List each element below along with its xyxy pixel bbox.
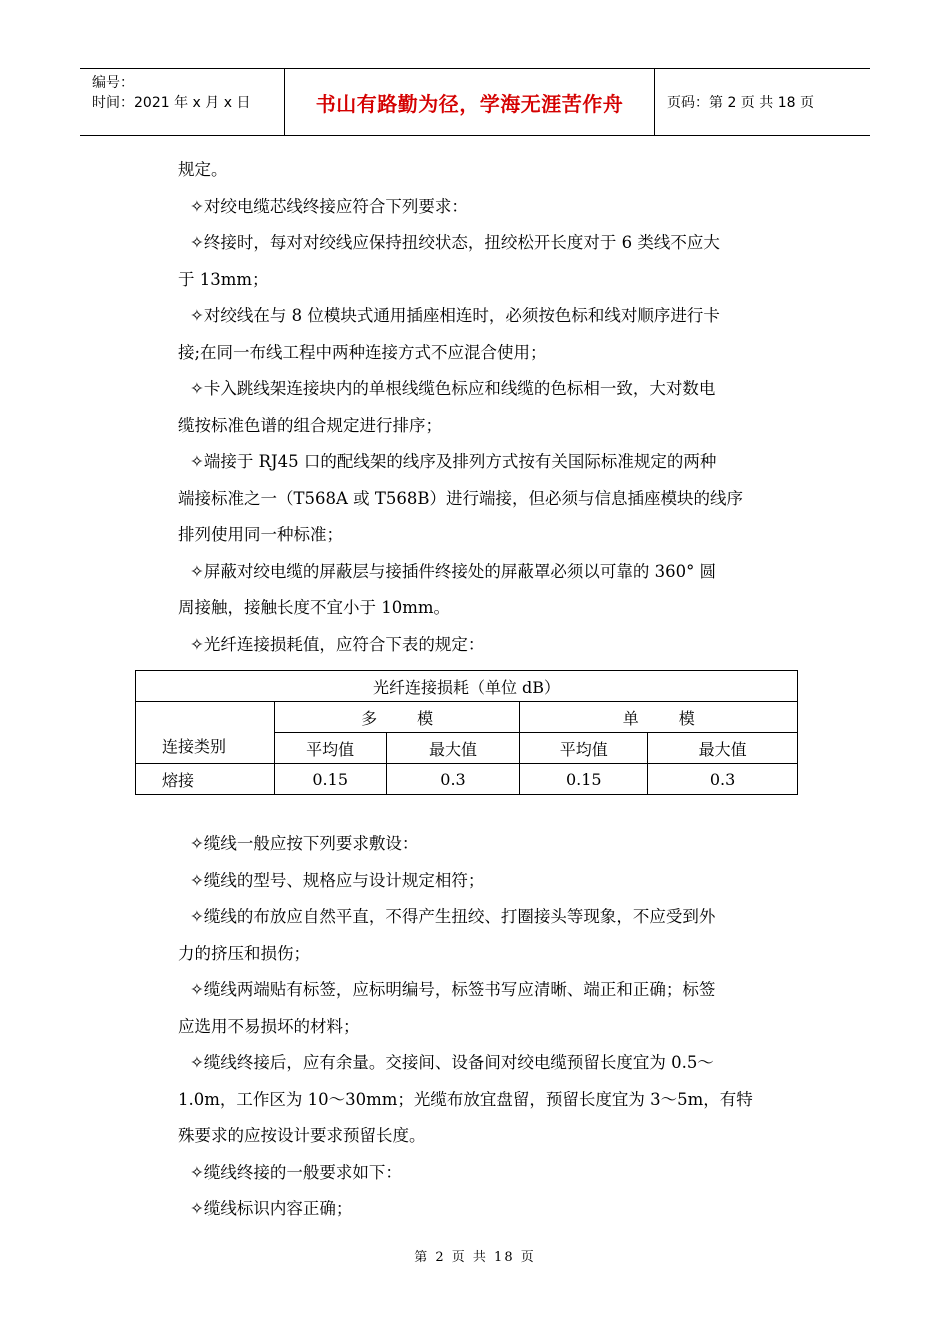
document-body-bottom: [178, 826, 810, 1228]
header-motto-cell: [285, 69, 655, 135]
paragraph-line: ✧缆线终接的一般要求如下：: [190, 1162, 402, 1182]
paragraph-line: ✧缆线的型号、规格应与设计规定相符；: [190, 870, 485, 890]
paragraph-line: 规定。: [178, 160, 228, 179]
paragraph-line: ✧光纤连接损耗值，应符合下表的规定：: [190, 634, 485, 654]
sm-max-header: 最大值: [648, 733, 798, 764]
page-footer: 第 2 页 共 18 页: [414, 1250, 536, 1265]
table-row: [136, 764, 798, 795]
table-category-header: 连接类别: [136, 702, 275, 764]
paragraph-line: ✧卡入跳线架连接块内的单根线缆色标应和线缆的色标相一致，大对数电: [190, 379, 716, 398]
paragraph-line: ✧缆线终接后，应有余量。交接间、设备间对绞电缆预留长度宜为 0.5～: [190, 1053, 714, 1072]
paragraph-line: 殊要求的应按设计要求预留长度。: [178, 1126, 426, 1145]
row-sm-avg: 0.15: [520, 764, 648, 795]
header-number: 编号：: [92, 75, 134, 91]
paragraph-line: ✧端接于 RJ45 口的配线架的线序及排列方式按有关国际标准规定的两种: [190, 452, 717, 471]
paragraph-line: 端接标准之一（T568A 或 T568B）进行端接，但必须与信息插座模块的线序: [178, 488, 744, 508]
paragraph-line: 周接触，接触长度不宜小于 10mm。: [178, 598, 451, 617]
row-mm-avg: 0.15: [274, 764, 386, 795]
paragraph-line: ✧缆线两端贴有标签，应标明编号，标签书写应清晰、端正和正确；标签: [190, 980, 716, 999]
mm-max-header: 最大值: [386, 733, 520, 764]
header-motto: 书山有路勤为径，学海无涯苦作舟: [315, 91, 624, 116]
table-singlemode-header: [520, 702, 798, 733]
document-body-top: [178, 152, 810, 663]
fiber-loss-table-wrap: [135, 670, 798, 795]
paragraph-line: 排列使用同一种标准；: [178, 525, 343, 544]
page-header: [80, 68, 870, 136]
paragraph-line: ✧终接时，每对对绞线应保持扭绞状态，扭绞松开长度对于 6 类线不应大: [190, 233, 720, 252]
fiber-loss-table: [135, 670, 798, 795]
paragraph-line: 于 13mm；: [178, 269, 269, 289]
header-meta: [80, 69, 285, 135]
paragraph-line: 接;在同一布线工程中两种连接方式不应混合使用；: [178, 342, 547, 362]
sm-avg-header: 平均值: [520, 733, 648, 764]
paragraph-line: ✧屏蔽对绞电缆的屏蔽层与接插件终接处的屏蔽罩必须以可靠的 360° 圆: [190, 561, 717, 581]
table-title: 光纤连接损耗（单位 dB）: [136, 671, 798, 702]
paragraph-line: 1.0m，工作区为 10～30mm；光缆布放宜盘留，预留长度宜为 3～5m，有特: [178, 1089, 753, 1109]
table-multimode-header: [274, 702, 520, 733]
paragraph-line: ✧缆线的布放应自然平直，不得产生扭绞、打圈接头等现象，不应受到外: [190, 907, 716, 926]
row-sm-max: 0.3: [648, 764, 798, 795]
row-category: 熔接: [136, 764, 275, 795]
multimode-label: 多模: [361, 708, 474, 728]
paragraph-line: ✧对绞电缆芯线终接应符合下列要求：: [190, 196, 468, 216]
paragraph-line: ✧缆线标识内容正确；: [190, 1199, 353, 1218]
header-time: 时间：2021 年 x 月 x 日: [92, 95, 251, 111]
paragraph-line: ✧对绞线在与 8 位模块式通用插座相连时，必须按色标和线对顺序进行卡: [190, 306, 720, 325]
paragraph-line: ✧缆线一般应按下列要求敷设：: [190, 834, 419, 853]
paragraph-line: 应选用不易损坏的材料；: [178, 1016, 360, 1036]
row-mm-max: 0.3: [386, 764, 520, 795]
singlemode-label: 单模: [622, 708, 735, 728]
mm-avg-header: 平均值: [274, 733, 386, 764]
paragraph-line: 缆按标准色谱的组合规定进行排序；: [178, 415, 442, 435]
paragraph-line: 力的挤压和损伤；: [178, 943, 310, 963]
header-page-info: 页码：第 2 页 共 18 页: [667, 95, 814, 111]
